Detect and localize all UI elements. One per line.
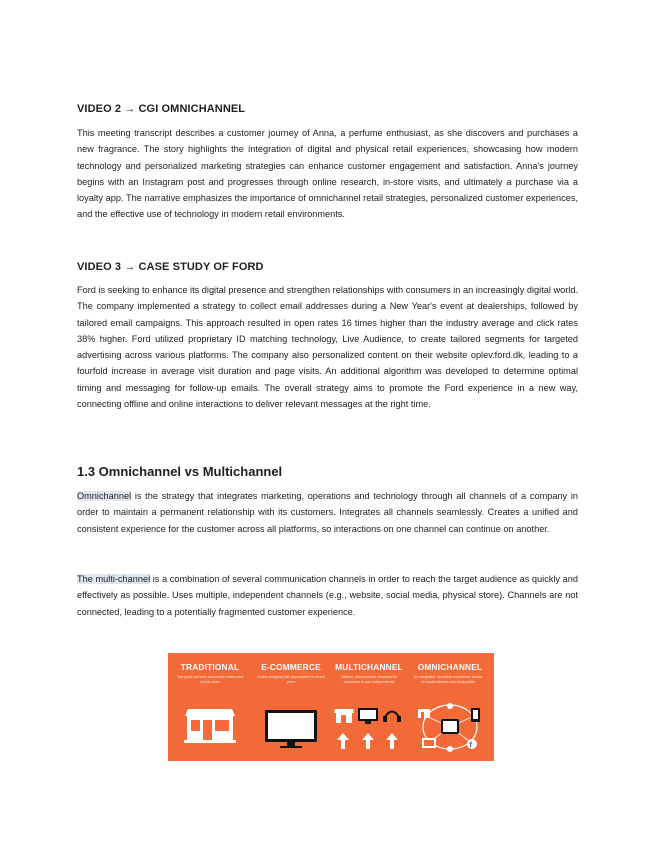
- omnichannel-definition: is the strategy that integrates marketing, operations and technology through all channels of a company in order to maintain a permanent relationship with its customers. Integrates all channels seamlessly. Creates a unified and consistent experience for the customer across all platforms, so interactions on one channel can continue on another.: [77, 491, 578, 534]
- channels-icon: [331, 689, 407, 761]
- video2-paragraph: This meeting transcript describes a customer journey of Anna, a perfume enthusiast, as she discovers and purchases a new fragrance. The story highlights the integration of digital and physical retail experiences, showcasing how modern technology and personalized marketing strategies can enhance customer engagement and satisfaction. Anna's journey begins with an Instagram post and progresses through online research, in-store visits, and ultimately a purchase via a loyalty app. The narrative emphasizes the importance of omnichannel retail strategies, personalized customer experiences, and the effective use of technology in modern retail environments.: [77, 128, 578, 220]
- figure-column-omnichannel: [410, 653, 490, 761]
- svg-text:f: f: [469, 742, 472, 749]
- store-icon: [172, 689, 248, 761]
- video3-paragraph: Ford is seeking to enhance its digital presence and strengthen relationships with consumers in an increasingly digital world. The company implemented a strategy to collect email addresses during a New Year's event at dealerships, followed by tailored email campaigns. This approach resulted in open rates 16 times higher than the industry average and click rates 38% higher. Ford utilized proprietary ID matching technology, Live Audience, to create tailored segments for targeted advertising across various platforms. The company also personalized content on their website oplev.ford.dk, leading to a fourfold increase in average visit duration and page visits. An additional algorithm was developed to determine optimal timing and messaging for follow-up emails. The overall strategy aims to promote the Ford experience in a new way, connecting offline and online interactions to deliver relevant messages at the right time.: [77, 285, 578, 410]
- network-icon: [410, 689, 490, 761]
- multichannel-term: The multi-channel: [77, 574, 151, 584]
- figure-column-subtitle: An integrated, seamless experience across all media devices and touchpoints: [413, 675, 483, 684]
- video2-heading: VIDEO 2 → CGI OMNICHANNEL: [77, 103, 246, 115]
- figure-column-subtitle: Online shopping has skyrocketed in recent years: [257, 675, 325, 684]
- channel-comparison-figure: [168, 653, 494, 761]
- figure-column-multichannel: [331, 653, 407, 761]
- monitor-icon: [253, 689, 329, 761]
- figure-column-title: OMNICHANNEL: [417, 662, 483, 672]
- video3-heading: VIDEO 3 → CASE STUDY OF FORD: [77, 261, 264, 273]
- figure-column-title: TRADITIONAL: [180, 662, 240, 672]
- figure-column-title: E-COMMERCE: [261, 662, 321, 672]
- multichannel-definition: is a combination of several communication channels in order to reach the target audience as quickly and effectively as possible. Uses multiple, independent channels (e.g., website, social media, physical store). Channels are not connected, leading to a potentially fragmented customer experience.: [77, 574, 578, 617]
- omnichannel-paragraph: [77, 488, 578, 537]
- figure-column-subtitle: The good old brick-and-mortar bricks and mortar store: [177, 675, 243, 684]
- multichannel-paragraph: [77, 571, 578, 620]
- figure-column-ecommerce: [253, 653, 329, 761]
- figure-column-title: MULTICHANNEL: [335, 662, 403, 672]
- figure-column-subtitle: Various, disconnected channels for customers to use independently: [341, 675, 397, 684]
- figure-column-traditional: [172, 653, 248, 761]
- section-heading: 1.3 Omnichannel vs Multichannel: [77, 464, 283, 479]
- omnichannel-term: Omnichannel: [77, 491, 132, 501]
